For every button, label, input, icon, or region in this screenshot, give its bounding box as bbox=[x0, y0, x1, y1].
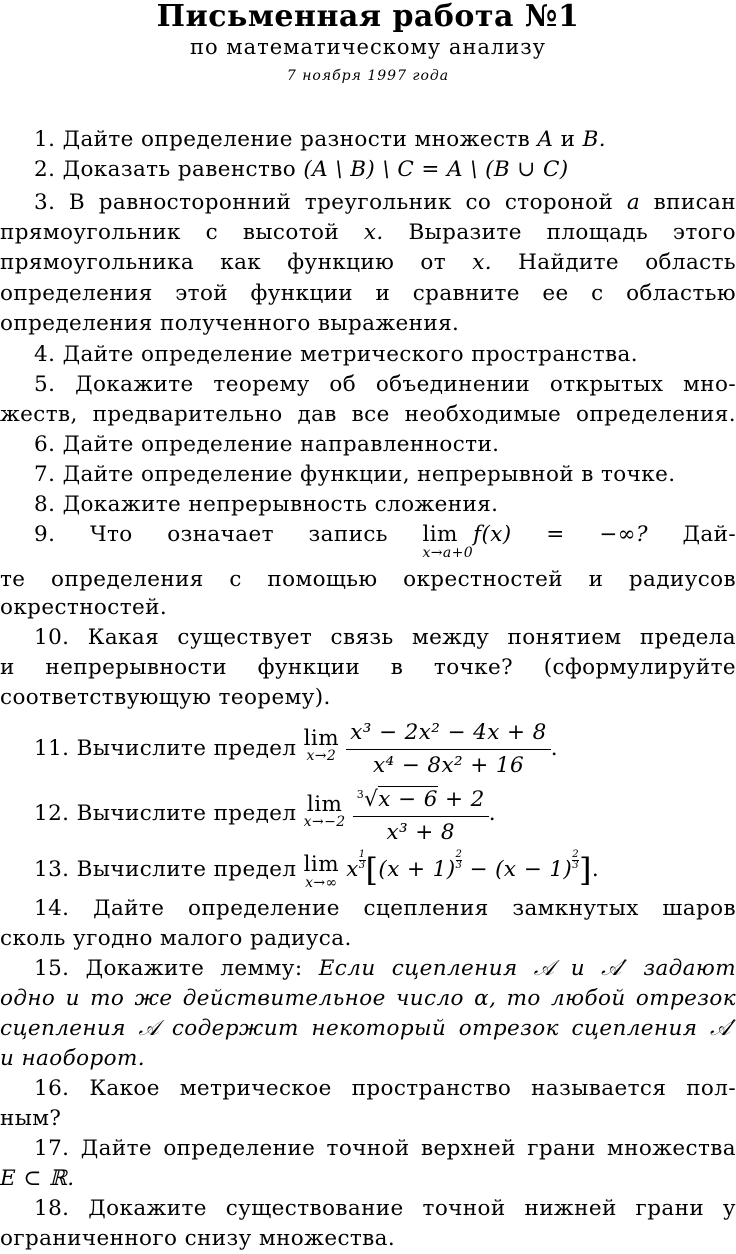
question-3-line-1: 3. В равносторонний треугольник со стороной a вписан bbox=[34, 190, 736, 215]
question-12: 12. Вычислите предел lim x→−2 $\frac{^3√x - 6 + 2}{\text{x³ + 8}}$ . bbox=[0, 781, 736, 845]
question-3-line-2: прямоугольник с высотой x. Выразите площадь этого bbox=[0, 220, 736, 245]
question-17-line-1: 17. Дайте определение точной верхней грани множества bbox=[34, 1136, 736, 1161]
limit-expression: x $\frac{1}{3}$ [(x + 1) $\frac{2}{3}$ − (x − 1) $\frac{2}{3}$ ] bbox=[346, 849, 592, 890]
question-18-line-1: 18. Докажите существование точной нижней грани у bbox=[34, 1196, 736, 1221]
question-9-line-3: окрестностей. bbox=[0, 595, 168, 620]
question-15-line-3: сцепления 𝒜 содержит некоторый отрезок сцепления 𝒜′ bbox=[0, 1016, 736, 1041]
question-3-line-4: определения этой функции и сравните ее с областью bbox=[0, 281, 736, 306]
question-4: 4. Дайте определение метрического пространства. bbox=[34, 342, 638, 367]
exam-date: 7 ноября 1997 года bbox=[286, 68, 450, 84]
question-16-line-2: ным? bbox=[0, 1106, 62, 1131]
limit-operator: lim x→−2 bbox=[303, 792, 346, 830]
question-15-line-4: и наоборот. bbox=[0, 1046, 146, 1071]
question-11: 11. Вычислите предел lim x→2 $\frac{\text{x³ − 2x² − 4x + 8}}{\text{x⁴ − 8x² + 16}}$ . bbox=[34, 719, 558, 778]
question-1: 1. Дайте определение разности множеств A и B. bbox=[34, 127, 606, 152]
question-9-line-2: те определения с помощью окрестностей и радиусов bbox=[0, 567, 736, 592]
limit-operator: lim x→2 bbox=[303, 726, 339, 764]
limit-operator: lim x→∞ bbox=[303, 852, 339, 891]
question-15-line-2: одно и то же действительное число α, то любой отрезок bbox=[0, 986, 736, 1011]
page-title: Письменная работа №1 bbox=[156, 0, 580, 34]
page-subtitle: по математическому анализу bbox=[189, 35, 547, 59]
question-13: 13. Вычислите предел lim x→∞ x $\frac{1}{3}$ [(x + 1) $\frac{2}{3}$ − (x − 1) $\frac{2}{3}$ ]. bbox=[34, 849, 600, 891]
question-10-line-1: 10. Какая существует связь между понятием предела bbox=[34, 625, 736, 650]
question-7: 7. Дайте определение функции, непрерывной в точке. bbox=[34, 462, 676, 487]
question-9-line-1: 9. Что означает запись lim x→a+0 f(x) = −∞? Дай- bbox=[34, 522, 736, 561]
question-14-line-1: 14. Дайте определение сцепления замкнутых шаров bbox=[34, 896, 736, 921]
limit-operator: lim x→a+0 bbox=[422, 522, 474, 561]
question-10-line-3: соответствующую теорему). bbox=[0, 685, 331, 710]
question-10-line-2: и непрерывности функции в точке? (сформулируйте bbox=[0, 655, 736, 680]
question-6: 6. Дайте определение направленности. bbox=[34, 432, 500, 457]
question-17-line-2: E ⊂ ℝ. bbox=[0, 1166, 75, 1191]
question-5-line-1: 5. Докажите теорему об объединении открытых мно- bbox=[34, 372, 736, 397]
question-16-line-1: 16. Какое метрическое пространство называется пол- bbox=[34, 1076, 736, 1101]
question-14-line-2: сколь угодно малого радиуса. bbox=[0, 926, 352, 951]
limit-fraction: $\frac{\text{x³ − 2x² − 4x + 8}}{\text{x⁴ − 8x² + 16}}$ bbox=[346, 719, 551, 780]
question-15-line-1: 15. Докажите лемму: Если сцепления 𝒜 и 𝒜′ задают bbox=[34, 956, 736, 981]
set-equality-formula: (A \ B) \ C = A \ (B ∪ C) bbox=[303, 157, 569, 182]
question-8: 8. Докажите непрерывность сложения. bbox=[34, 492, 499, 517]
limit-fraction: $\frac{^3√x - 6 + 2}{\text{x³ + 8}}$ bbox=[353, 781, 489, 847]
question-2: 2. Доказать равенство (A \ B) \ C = A \ (B ∪ C) bbox=[34, 157, 569, 182]
question-5-line-2: жеств, предварительно дав все необходимые определения. bbox=[0, 402, 736, 427]
question-3-line-5: определения полученного выражения. bbox=[0, 311, 460, 336]
question-3-line-3: прямоугольника как функцию от x. Найдите область bbox=[0, 250, 736, 275]
question-18-line-2: ограниченного снизу множества. bbox=[0, 1226, 396, 1251]
